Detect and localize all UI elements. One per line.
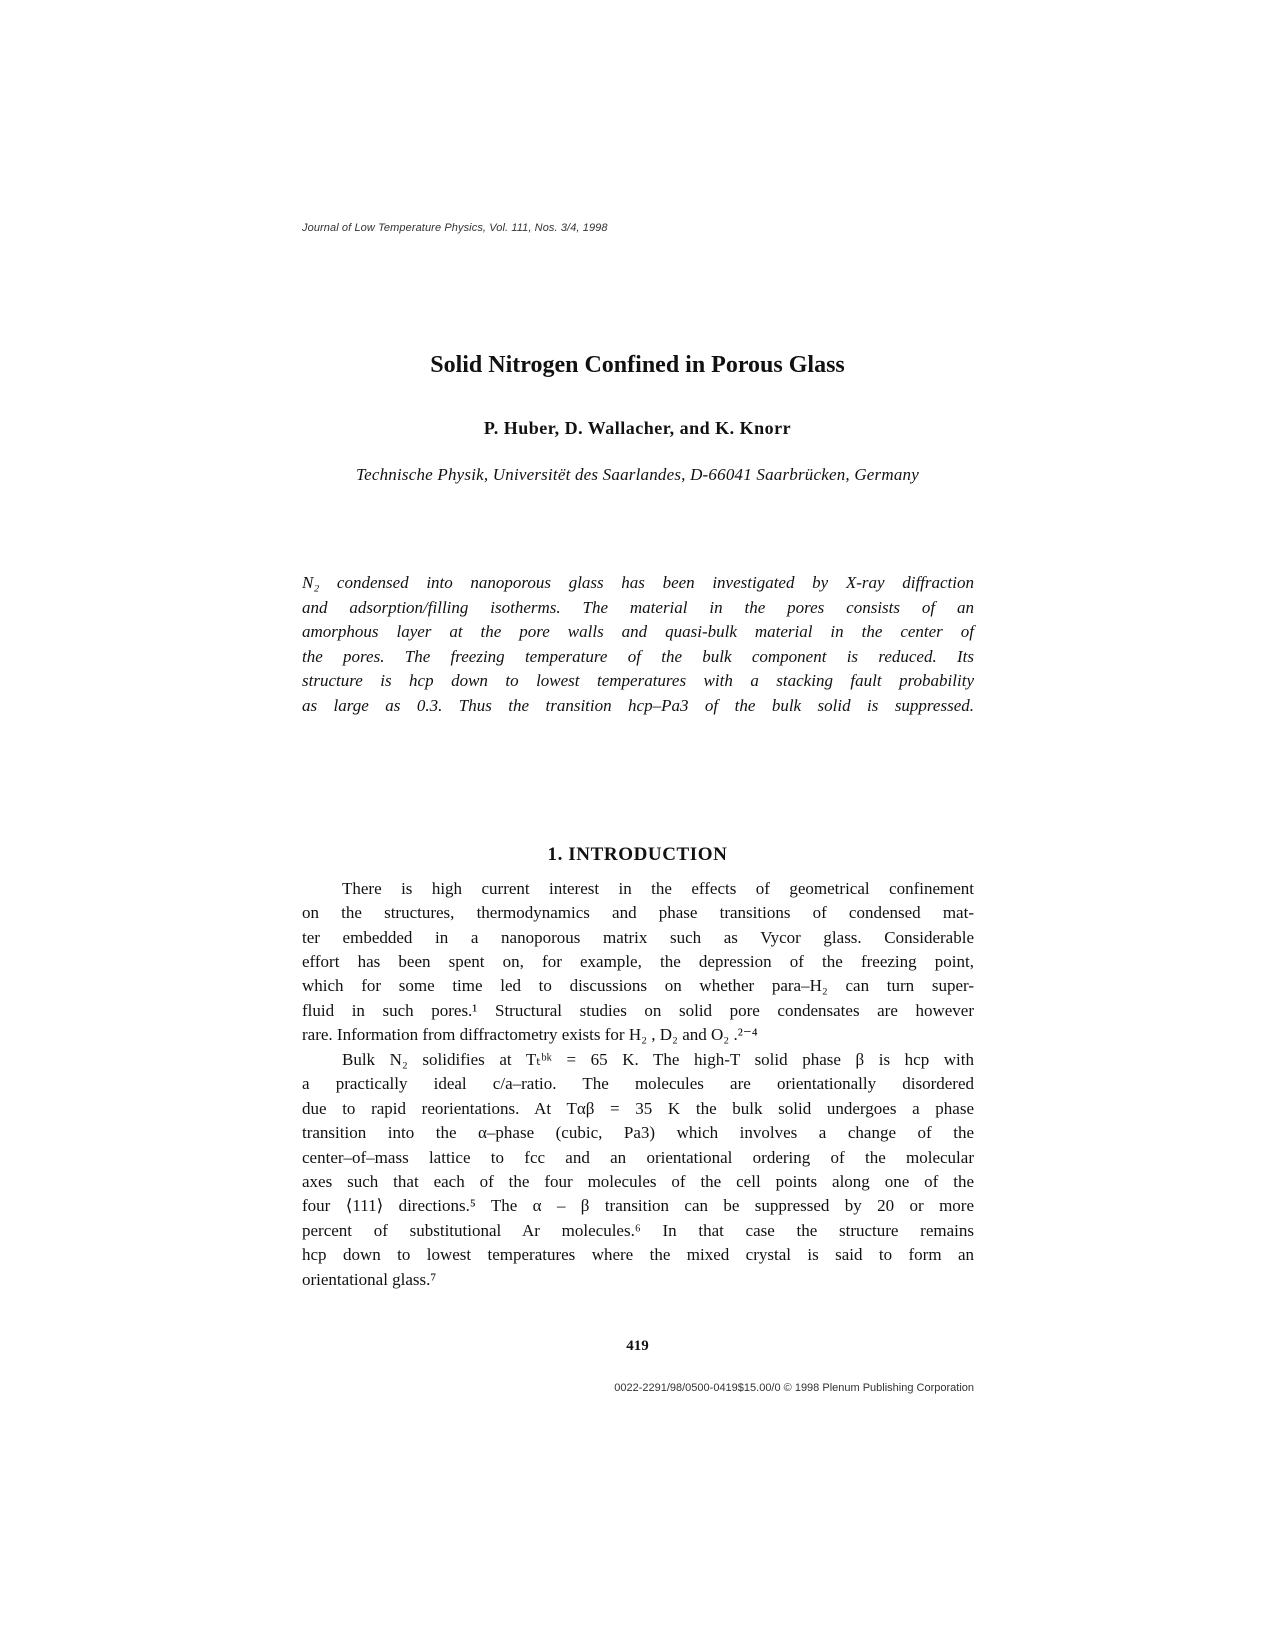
body-line: rare. Information from diffractometry exists for H₂ , D₂ and O₂ .²⁻⁴ <box>302 1025 758 1044</box>
running-head: Journal of Low Temperature Physics, Vol. 111, Nos. 3/4, 1998 <box>302 222 608 234</box>
paper-title: Solid Nitrogen Confined in Porous Glass <box>430 352 845 378</box>
body-line: four ⟨111⟩ directions.⁵ The α – β transition can be suppressed by 20 or more <box>302 1196 974 1215</box>
body-line: a practically ideal c/a–ratio. The molecules are orientationally disordered <box>302 1074 974 1093</box>
body-line: transition into the α–phase (cubic, Pa3) which involves a change of the <box>302 1123 974 1142</box>
section-heading: 1. INTRODUCTION <box>547 844 728 865</box>
abstract-line: the pores. The freezing temperature of the bulk component is reduced. Its <box>302 647 974 666</box>
body-line: percent of substitutional Ar molecules.⁶ In that case the structure remains <box>302 1221 974 1240</box>
body-line: There is high current interest in the effects of geometrical confinement <box>342 879 974 898</box>
authors: P. Huber, D. Wallacher, and K. Knorr <box>483 418 792 438</box>
body-line: axes such that each of the four molecules of the cell points along one of the <box>302 1172 974 1191</box>
abstract-line: structure is hcp down to lowest temperatures with a stacking fault probability <box>302 671 974 690</box>
abstract-line: as large as 0.3. Thus the transition hcp–Pa3 of the bulk solid is suppressed. <box>302 696 974 715</box>
abstract-line: N₂ condensed into nanoporous glass has been investigated by X-ray diffraction <box>302 573 974 592</box>
affiliation: Technische Physik, Universitët des Saarlandes, D-66041 Saarbrücken, Germany <box>356 465 919 484</box>
abstract-line: amorphous layer at the pore walls and quasi-bulk material in the center of <box>302 622 974 641</box>
body-line: center–of–mass lattice to fcc and an orientational ordering of the molecular <box>302 1148 974 1167</box>
body-line: on the structures, thermodynamics and phase transitions of condensed mat- <box>302 903 974 922</box>
copyright-line: 0022-2291/98/0500-0419$15.00/0 © 1998 Plenum Publishing Corporation <box>614 1382 974 1394</box>
body-line: orientational glass.⁷ <box>302 1270 437 1289</box>
body-line: fluid in such pores.¹ Structural studies on solid pore condensates are however <box>302 1001 974 1020</box>
page-number: 419 <box>626 1338 649 1354</box>
abstract-line: and adsorption/filling isotherms. The material in the pores consists of an <box>302 598 974 617</box>
body-line: ter embedded in a nanoporous matrix such as Vycor glass. Considerable <box>302 928 974 947</box>
body-line: which for some time led to discussions on whether para–H₂ can turn super- <box>302 976 974 995</box>
body-line: hcp down to lowest temperatures where the mixed crystal is said to form an <box>302 1245 974 1264</box>
body-line: effort has been spent on, for example, the depression of the freezing point, <box>302 952 974 971</box>
body-line: Bulk N₂ solidifies at Tₜᵇᵏ = 65 K. The high-T solid phase β is hcp with <box>342 1050 974 1069</box>
body-line: due to rapid reorientations. At Tαβ = 35 K the bulk solid undergoes a phase <box>302 1099 974 1118</box>
